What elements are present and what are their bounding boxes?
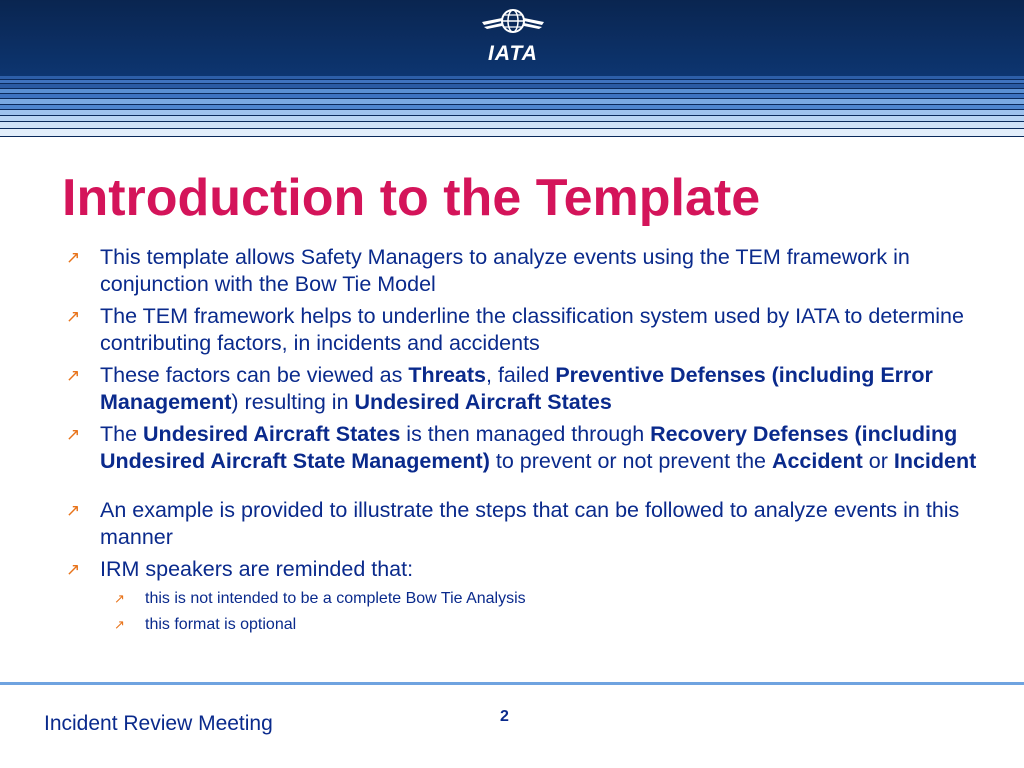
arrow-bullet-icon: ↗	[66, 307, 81, 326]
bullet-text: to prevent or not prevent the	[489, 449, 772, 473]
bullet-item	[62, 244, 1002, 298]
bullet-item	[62, 556, 1002, 583]
header-stripe	[0, 84, 1024, 88]
bullet-text: The	[100, 422, 144, 446]
bullet-text: The TEM framework helps to underline the classification system used by IATA to determine contributing factors, in incidents and accidents	[100, 304, 964, 355]
bullet-text: These factors can be viewed as	[100, 363, 409, 387]
sub-bullet-item	[62, 588, 1002, 610]
header-stripe	[0, 137, 1024, 150]
iata-logo	[478, 6, 548, 66]
bold-term: Preventive Defenses (including Error Management	[100, 363, 933, 414]
header-stripe	[0, 105, 1024, 109]
bullet-list	[62, 244, 1002, 640]
bullet-item	[62, 421, 1002, 475]
bold-term: Recovery Defenses (including Undesired Aircraft State Management)	[100, 422, 958, 473]
arrow-bullet-icon: ↗	[114, 591, 125, 606]
header-stripe	[0, 76, 1024, 79]
arrow-bullet-icon: ↗	[114, 617, 125, 632]
bold-term: Threats	[408, 363, 486, 387]
page-number: 2	[500, 708, 509, 725]
header-stripe	[0, 94, 1024, 98]
globe-wings-icon	[478, 6, 548, 42]
header-stripe	[0, 99, 1024, 104]
bullet-item	[62, 362, 1002, 416]
bullet-item	[62, 497, 1002, 551]
arrow-bullet-icon: ↗	[66, 425, 81, 444]
header-stripe	[0, 80, 1024, 83]
bold-term: Incident	[893, 449, 977, 473]
bold-term: Undesired Aircraft States	[143, 422, 401, 446]
logo-text: IATA	[488, 42, 538, 65]
bold-term: Accident	[771, 449, 863, 473]
arrow-bullet-icon: ↗	[66, 560, 81, 579]
header-stripe	[0, 122, 1024, 128]
slide-title: Introduction to the Template	[62, 169, 761, 227]
header-stripe	[0, 116, 1024, 121]
bullet-text: This template allows Safety Managers to analyze events using the TEM framework in conjunction with the Bow Tie Model	[100, 245, 910, 296]
arrow-bullet-icon: ↗	[66, 501, 81, 520]
header-banner	[0, 0, 1024, 150]
header-stripe	[0, 110, 1024, 115]
arrow-bullet-icon: ↗	[66, 248, 81, 267]
bullet-text: or	[862, 449, 894, 473]
arrow-bullet-icon: ↗	[66, 366, 81, 385]
footer-divider	[0, 682, 1024, 685]
sub-bullet-text: this format is optional	[145, 616, 297, 633]
sub-bullet-item	[62, 614, 1002, 636]
bullet-text: IRM speakers are reminded that:	[100, 557, 414, 581]
sub-bullet-text: this is not intended to be a complete Bow Tie Analysis	[145, 590, 526, 607]
bullet-text: , failed	[486, 363, 556, 387]
bullet-text: ) resulting in	[231, 390, 355, 414]
bullet-text: is then managed through	[400, 422, 651, 446]
bullet-text: An example is provided to illustrate the steps that can be followed to analyze events in this manner	[100, 498, 960, 549]
bold-term: Undesired Aircraft States	[354, 390, 612, 414]
bullet-item	[62, 303, 1002, 357]
header-stripe	[0, 89, 1024, 93]
header-stripe	[0, 129, 1024, 136]
footer-meeting-name: Incident Review Meeting	[44, 712, 273, 735]
